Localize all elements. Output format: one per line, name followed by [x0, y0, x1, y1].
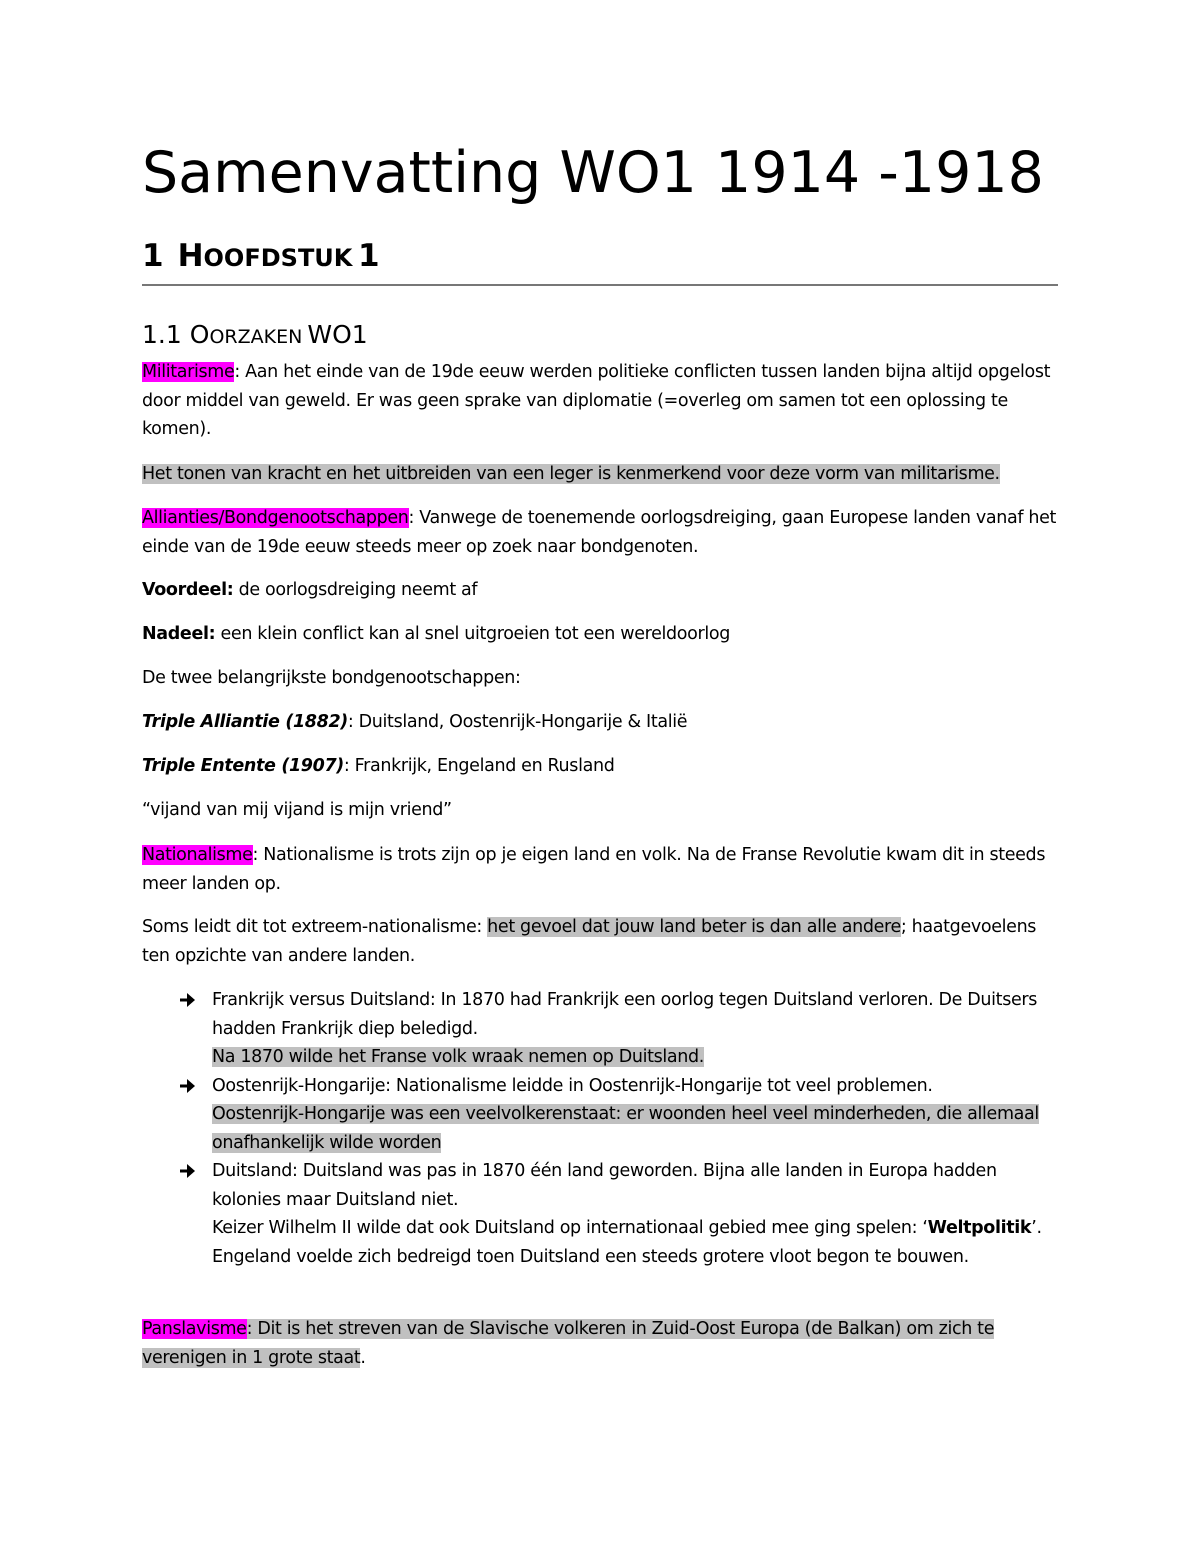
- triple-entente-text: : Frankrijk, Engeland en Rusland: [343, 756, 615, 776]
- section-heading: [142, 320, 368, 349]
- bullet-oostenrijk-text: Oostenrijk-Hongarije: Nationalisme leidde in Oostenrijk-Hongarije tot veel problemen.: [212, 1075, 933, 1096]
- arrow-right-icon: [178, 1072, 198, 1100]
- bullet-duitsland-line2: Keizer Wilhelm II wilde dat ook Duitsland op internationaal gebied mee ging spelen:: [212, 1218, 923, 1238]
- chapter-heading: [142, 238, 1058, 286]
- voordeel-label: Voordeel:: [142, 580, 234, 600]
- voordeel-paragraph: [142, 576, 1058, 605]
- extreem-pre: Soms leidt dit tot extreem-nationalisme:: [142, 917, 488, 937]
- triple-entente-label: Triple Entente (1907): [142, 756, 344, 776]
- arrow-right-icon: [178, 1157, 198, 1185]
- bullet-oostenrijk-highlight: Oostenrijk-Hongarije was een veelvolkerenstaat: er woonden heel veel minderheden, die allemaal onafhankelijk wilde worden: [212, 1104, 1039, 1153]
- extreem-highlight: het gevoel dat jouw land beter is dan alle andere: [487, 917, 901, 937]
- nadeel-label: Nadeel:: [142, 624, 216, 644]
- bullet-duitsland-line3: Engeland voelde zich bedreigd toen Duitsland een steeds grotere vloot begon te bouwen.: [212, 1246, 969, 1267]
- chapter-last: 1: [357, 238, 380, 274]
- chapter-first-letter: H: [177, 238, 204, 274]
- section-word-rest: ORZAKEN: [209, 326, 303, 348]
- quote-paragraph: “vijand van mij vijand is mijn vriend”: [142, 800, 452, 820]
- allianties-paragraph: [142, 504, 1058, 561]
- nationalisme-term: Nationalisme: [142, 845, 253, 865]
- panslavisme-highlight: : Dit is het streven van de Slavische volkeren in Zuid-Oost Europa (de Balkan) om zich te verenigen in 1 grote staat: [142, 1319, 995, 1368]
- weltpolitik-close-quote: ’.: [1031, 1218, 1042, 1238]
- triple-alliantie-label: Triple Alliantie (1882): [142, 712, 348, 732]
- militarisme-paragraph: [142, 358, 1058, 444]
- nationalisme-paragraph: [142, 841, 1058, 898]
- section-first-letter: O: [189, 320, 210, 349]
- militarisme-highlight: Het tonen van kracht en het uitbreiden van een leger is kenmerkend voor deze vorm van militarisme.: [142, 464, 1000, 484]
- triple-alliantie-text: : Duitsland, Oostenrijk-Hongarije & Italië: [347, 712, 688, 732]
- panslavisme-end: .: [360, 1347, 366, 1368]
- list-item: [212, 1157, 1058, 1271]
- chapter-word-rest: OOFDSTUK: [203, 244, 353, 272]
- extreem-post: ; haatgevoelens ten opzichte van andere landen.: [142, 917, 1037, 966]
- triple-alliantie-paragraph: [142, 708, 1058, 737]
- weltpolitik-open-quote: ‘: [922, 1218, 928, 1238]
- weltpolitik-term: Weltpolitik: [927, 1218, 1032, 1238]
- militarisme-text: : Aan het einde van de 19de eeuw werden politieke conflicten tussen landen bijna altijd opgelost door middel van geweld. Er was geen sprake van diplomatie (=overleg om samen tot een oplossing te komen).: [142, 362, 1051, 439]
- section-last: WO1: [307, 320, 368, 349]
- document-title: Samenvatting WO1 1914 -1918: [142, 140, 1044, 206]
- chapter-number: 1: [142, 238, 164, 274]
- arrow-right-icon: [178, 986, 198, 1014]
- bullet-frankrijk-text: Frankrijk versus Duitsland: In 1870 had Frankrijk een oorlog tegen Duitsland verloren. De Duitsers hadden Frankrijk diep beledigd.: [212, 990, 1037, 1039]
- list-item: [212, 986, 1058, 1072]
- voordeel-text: de oorlogsdreiging neemt af: [233, 580, 478, 600]
- list-item: [212, 1072, 1058, 1158]
- nationalisme-text: : Nationalisme is trots zijn op je eigen land en volk. Na de Franse Revolutie kwam dit in steeds meer landen op.: [142, 845, 1046, 894]
- triple-entente-paragraph: [142, 752, 1058, 781]
- bullet-frankrijk-highlight: Na 1870 wilde het Franse volk wraak nemen op Duitsland.: [212, 1047, 704, 1067]
- allianties-term: Allianties/Bondgenootschappen: [142, 508, 409, 528]
- militarisme-term: Militarisme: [142, 362, 235, 382]
- nadeel-paragraph: [142, 620, 1058, 649]
- section-number: 1.1: [142, 320, 182, 349]
- bullet-duitsland-text: Duitsland: Duitsland was pas in 1870 één land geworden. Bijna alle landen in Europa hadden kolonies maar Duitsland niet.: [212, 1161, 997, 1210]
- bondgenootschappen-intro: De twee belangrijkste bondgenootschappen:: [142, 668, 521, 688]
- nationalisme-bullet-list: [212, 986, 1058, 1271]
- nadeel-text: een klein conflict kan al snel uitgroeien tot een wereldoorlog: [215, 624, 730, 644]
- panslavisme-paragraph: [142, 1315, 1058, 1372]
- panslavisme-term: Panslavisme: [142, 1319, 247, 1339]
- militarisme-highlight-paragraph: [142, 460, 1058, 489]
- extreem-nationalisme-paragraph: [142, 913, 1058, 970]
- allianties-text: : Vanwege de toenemende oorlogsdreiging, gaan Europese landen vanaf het einde van de 19de eeuw steeds meer op zoek naar bondgenoten.: [142, 508, 1057, 557]
